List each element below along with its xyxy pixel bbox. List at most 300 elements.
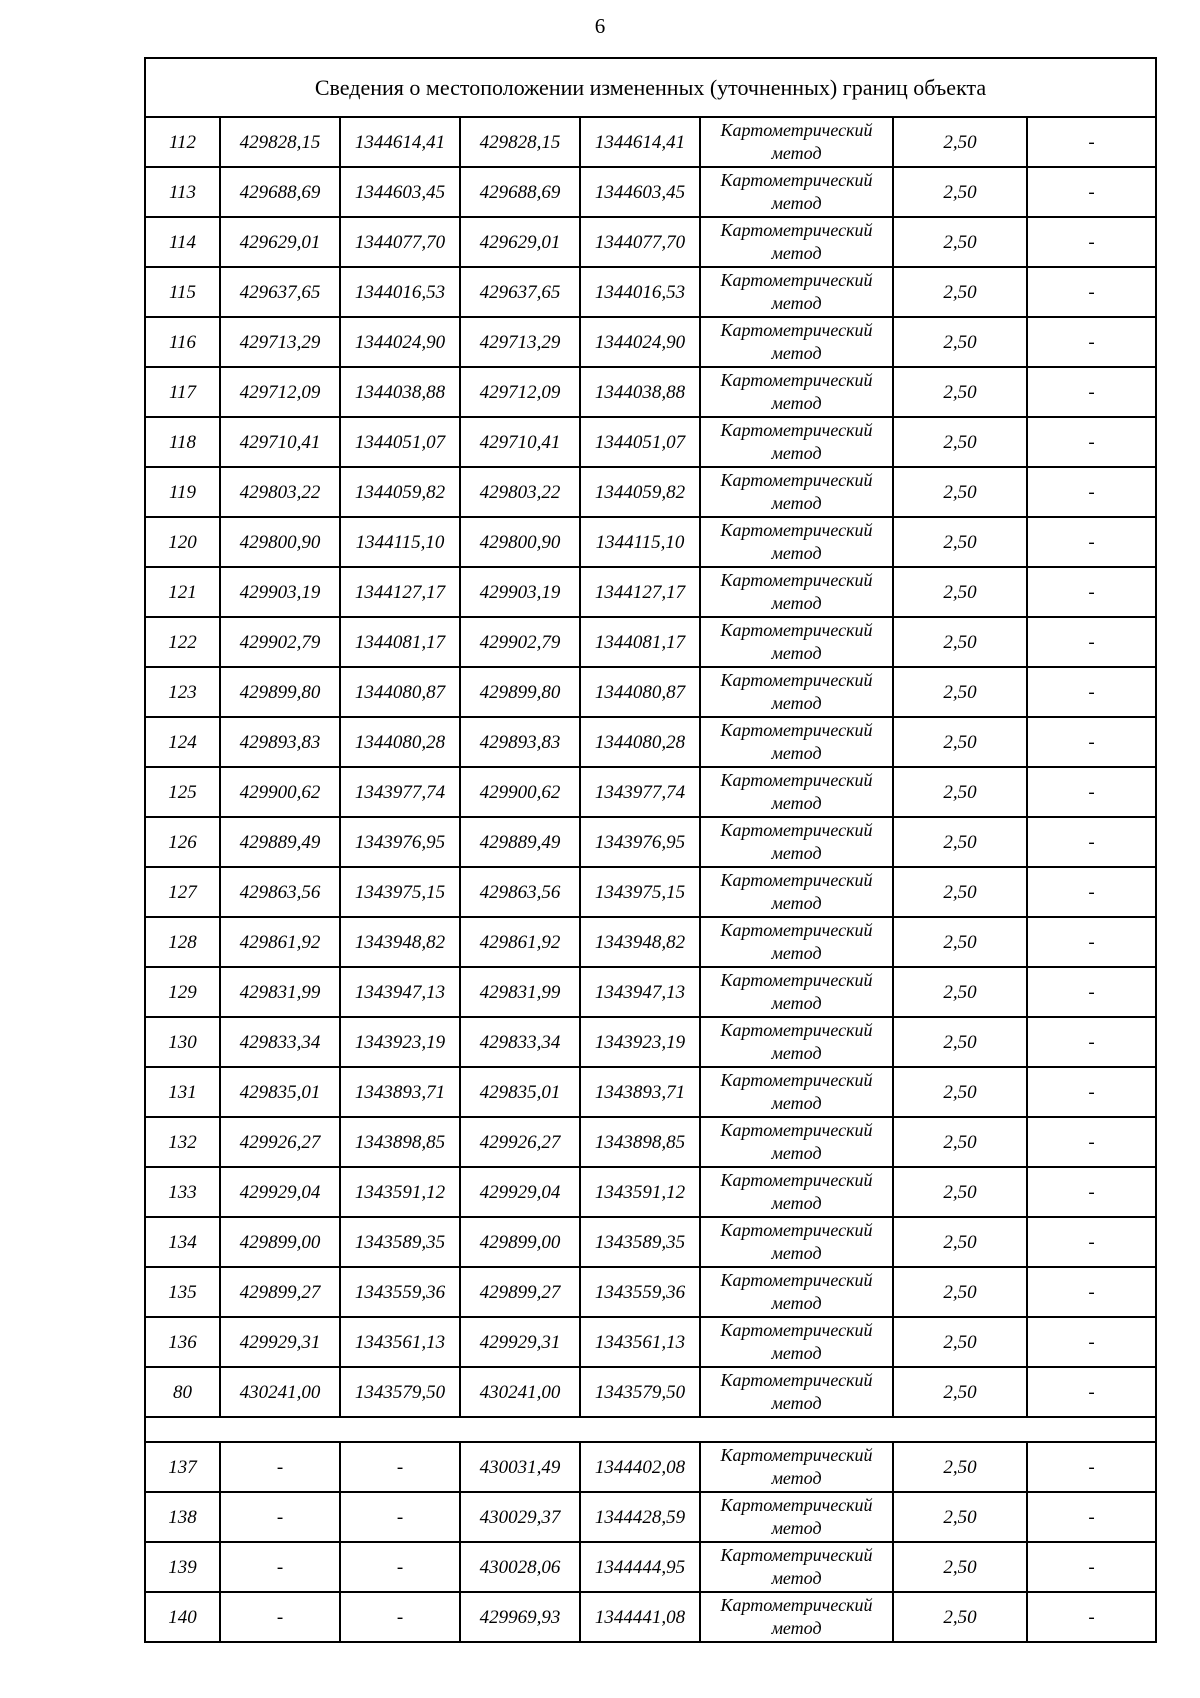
- refined-x-cell: 429831,99: [460, 967, 580, 1017]
- accuracy-cell: 2,50: [893, 1317, 1027, 1367]
- existing-x-cell: 429835,01: [220, 1067, 340, 1117]
- existing-y-cell: 1344038,88: [340, 367, 460, 417]
- accuracy-cell: 2,50: [893, 1492, 1027, 1542]
- accuracy-cell: 2,50: [893, 317, 1027, 367]
- table-row: [145, 267, 1156, 317]
- accuracy-cell: 2,50: [893, 417, 1027, 467]
- method-cell: [700, 367, 893, 417]
- point-number-cell: 136: [145, 1317, 220, 1367]
- refined-y-cell: 1343579,50: [580, 1367, 700, 1417]
- method-text: Картометрический метод: [720, 270, 873, 313]
- description-cell: -: [1027, 167, 1156, 217]
- existing-y-cell: 1344603,45: [340, 167, 460, 217]
- refined-x-cell: 429710,41: [460, 417, 580, 467]
- refined-y-cell: 1344402,08: [580, 1442, 700, 1492]
- method-cell: [700, 1367, 893, 1417]
- point-number-cell: 128: [145, 917, 220, 967]
- existing-y-cell: 1344024,90: [340, 317, 460, 367]
- description-cell: -: [1027, 317, 1156, 367]
- description-cell: -: [1027, 917, 1156, 967]
- description-cell: -: [1027, 1367, 1156, 1417]
- refined-y-cell: 1344115,10: [580, 517, 700, 567]
- refined-x-cell: 429900,62: [460, 767, 580, 817]
- refined-y-cell: 1344077,70: [580, 217, 700, 267]
- method-cell: [700, 1542, 893, 1592]
- description-cell: -: [1027, 1592, 1156, 1642]
- method-cell: [700, 167, 893, 217]
- table-row: [145, 667, 1156, 717]
- refined-y-cell: 1344016,53: [580, 267, 700, 317]
- refined-x-cell: 429899,80: [460, 667, 580, 717]
- refined-y-cell: 1343947,13: [580, 967, 700, 1017]
- table-title: Сведения о местоположении измененных (уточненных) границ объекта: [145, 58, 1156, 117]
- point-number-cell: 120: [145, 517, 220, 567]
- method-text: Картометрический метод: [720, 1495, 873, 1538]
- refined-y-cell: 1343975,15: [580, 867, 700, 917]
- table-row: [145, 867, 1156, 917]
- description-cell: -: [1027, 867, 1156, 917]
- method-cell: [700, 667, 893, 717]
- existing-y-cell: 1343898,85: [340, 1117, 460, 1167]
- refined-y-cell: 1344428,59: [580, 1492, 700, 1542]
- accuracy-cell: 2,50: [893, 817, 1027, 867]
- table-row: [145, 1442, 1156, 1492]
- method-cell: [700, 567, 893, 617]
- existing-y-cell: 1343977,74: [340, 767, 460, 817]
- description-cell: -: [1027, 1017, 1156, 1067]
- point-number-cell: 116: [145, 317, 220, 367]
- existing-x-cell: 429863,56: [220, 867, 340, 917]
- table-row: [145, 1542, 1156, 1592]
- refined-y-cell: 1343561,13: [580, 1317, 700, 1367]
- table-row: [145, 1067, 1156, 1117]
- existing-x-cell: 429903,19: [220, 567, 340, 617]
- accuracy-cell: 2,50: [893, 1117, 1027, 1167]
- refined-y-cell: 1343559,36: [580, 1267, 700, 1317]
- method-cell: [700, 1117, 893, 1167]
- method-text: Картометрический метод: [720, 1370, 873, 1413]
- accuracy-cell: 2,50: [893, 917, 1027, 967]
- method-text: Картометрический метод: [720, 420, 873, 463]
- existing-x-cell: 430241,00: [220, 1367, 340, 1417]
- existing-y-cell: 1343579,50: [340, 1367, 460, 1417]
- point-number-cell: 140: [145, 1592, 220, 1642]
- existing-x-cell: 429926,27: [220, 1117, 340, 1167]
- accuracy-cell: 2,50: [893, 167, 1027, 217]
- existing-y-cell: 1344059,82: [340, 467, 460, 517]
- table-row: [145, 1167, 1156, 1217]
- point-number-cell: 139: [145, 1542, 220, 1592]
- existing-x-cell: 429900,62: [220, 767, 340, 817]
- description-cell: -: [1027, 667, 1156, 717]
- refined-x-cell: 430241,00: [460, 1367, 580, 1417]
- point-number-cell: 129: [145, 967, 220, 1017]
- refined-x-cell: 429902,79: [460, 617, 580, 667]
- table-row: [145, 967, 1156, 1017]
- description-cell: -: [1027, 967, 1156, 1017]
- table-row: [145, 1492, 1156, 1542]
- method-cell: [700, 1592, 893, 1642]
- method-text: Картометрический метод: [720, 1220, 873, 1263]
- existing-x-cell: 429688,69: [220, 167, 340, 217]
- existing-y-cell: 1344080,87: [340, 667, 460, 717]
- refined-y-cell: 1343923,19: [580, 1017, 700, 1067]
- existing-x-cell: 429831,99: [220, 967, 340, 1017]
- refined-x-cell: 430029,37: [460, 1492, 580, 1542]
- existing-x-cell: 429833,34: [220, 1017, 340, 1067]
- existing-y-cell: 1343591,12: [340, 1167, 460, 1217]
- refined-x-cell: 429903,19: [460, 567, 580, 617]
- method-cell: [700, 1067, 893, 1117]
- method-text: Картометрический метод: [720, 470, 873, 513]
- description-cell: -: [1027, 1492, 1156, 1542]
- method-text: Картометрический метод: [720, 670, 873, 713]
- method-cell: [700, 867, 893, 917]
- method-text: Картометрический метод: [720, 1595, 873, 1638]
- refined-x-cell: 429833,34: [460, 1017, 580, 1067]
- refined-x-cell: 430028,06: [460, 1542, 580, 1592]
- method-cell: [700, 1442, 893, 1492]
- refined-x-cell: 429800,90: [460, 517, 580, 567]
- description-cell: -: [1027, 1267, 1156, 1317]
- existing-y-cell: 1343975,15: [340, 867, 460, 917]
- refined-x-cell: 429861,92: [460, 917, 580, 967]
- table-row: [145, 917, 1156, 967]
- method-cell: [700, 267, 893, 317]
- existing-x-cell: 429710,41: [220, 417, 340, 467]
- accuracy-cell: 2,50: [893, 217, 1027, 267]
- refined-x-cell: 429803,22: [460, 467, 580, 517]
- description-cell: -: [1027, 417, 1156, 467]
- method-cell: [700, 317, 893, 367]
- refined-y-cell: 1344441,08: [580, 1592, 700, 1642]
- table-row: [145, 1367, 1156, 1417]
- refined-x-cell: 429893,83: [460, 717, 580, 767]
- existing-x-cell: 429893,83: [220, 717, 340, 767]
- existing-y-cell: 1344081,17: [340, 617, 460, 667]
- method-text: Картометрический метод: [720, 1120, 873, 1163]
- table-row: [145, 117, 1156, 167]
- table-row: [145, 817, 1156, 867]
- point-number-cell: 126: [145, 817, 220, 867]
- method-text: Картометрический метод: [720, 820, 873, 863]
- separator-cell: [145, 1417, 1156, 1442]
- existing-y-cell: 1343948,82: [340, 917, 460, 967]
- description-cell: -: [1027, 1542, 1156, 1592]
- refined-x-cell: 429713,29: [460, 317, 580, 367]
- method-text: Картометрический метод: [720, 970, 873, 1013]
- existing-y-cell: 1344127,17: [340, 567, 460, 617]
- existing-x-cell: -: [220, 1592, 340, 1642]
- accuracy-cell: 2,50: [893, 567, 1027, 617]
- description-cell: -: [1027, 617, 1156, 667]
- table-row: [145, 467, 1156, 517]
- description-cell: -: [1027, 1067, 1156, 1117]
- point-number-cell: 127: [145, 867, 220, 917]
- existing-x-cell: 429929,31: [220, 1317, 340, 1367]
- table-row: [145, 717, 1156, 767]
- table-row: [145, 1592, 1156, 1642]
- refined-y-cell: 1344024,90: [580, 317, 700, 367]
- method-cell: [700, 767, 893, 817]
- table-separator-row: [145, 1417, 1156, 1442]
- method-text: Картометрический метод: [720, 320, 873, 363]
- point-number-cell: 134: [145, 1217, 220, 1267]
- method-cell: [700, 117, 893, 167]
- accuracy-cell: 2,50: [893, 1367, 1027, 1417]
- refined-x-cell: 429926,27: [460, 1117, 580, 1167]
- method-cell: [700, 517, 893, 567]
- description-cell: -: [1027, 717, 1156, 767]
- table-body: [145, 58, 1156, 1642]
- table-header-row: [145, 58, 1156, 117]
- method-cell: [700, 967, 893, 1017]
- accuracy-cell: 2,50: [893, 467, 1027, 517]
- method-cell: [700, 1267, 893, 1317]
- method-text: Картометрический метод: [720, 920, 873, 963]
- description-cell: -: [1027, 817, 1156, 867]
- method-text: Картометрический метод: [720, 570, 873, 613]
- accuracy-cell: 2,50: [893, 717, 1027, 767]
- refined-y-cell: 1344080,87: [580, 667, 700, 717]
- point-number-cell: 133: [145, 1167, 220, 1217]
- description-cell: -: [1027, 567, 1156, 617]
- existing-y-cell: -: [340, 1492, 460, 1542]
- method-cell: [700, 917, 893, 967]
- table-row: [145, 167, 1156, 217]
- accuracy-cell: 2,50: [893, 1592, 1027, 1642]
- accuracy-cell: 2,50: [893, 267, 1027, 317]
- boundary-coordinates-table: [144, 57, 1157, 1643]
- point-number-cell: 115: [145, 267, 220, 317]
- existing-x-cell: 429899,80: [220, 667, 340, 717]
- description-cell: -: [1027, 267, 1156, 317]
- method-cell: [700, 817, 893, 867]
- description-cell: -: [1027, 217, 1156, 267]
- method-text: Картометрический метод: [720, 1445, 873, 1488]
- point-number-cell: 131: [145, 1067, 220, 1117]
- method-cell: [700, 417, 893, 467]
- table-row: [145, 517, 1156, 567]
- table-row: [145, 1317, 1156, 1367]
- method-cell: [700, 1217, 893, 1267]
- refined-x-cell: 429688,69: [460, 167, 580, 217]
- refined-y-cell: 1343898,85: [580, 1117, 700, 1167]
- refined-y-cell: 1343976,95: [580, 817, 700, 867]
- refined-y-cell: 1343977,74: [580, 767, 700, 817]
- refined-x-cell: 429929,04: [460, 1167, 580, 1217]
- accuracy-cell: 2,50: [893, 517, 1027, 567]
- existing-x-cell: 429929,04: [220, 1167, 340, 1217]
- refined-x-cell: 429637,65: [460, 267, 580, 317]
- refined-x-cell: 429969,93: [460, 1592, 580, 1642]
- refined-x-cell: 429629,01: [460, 217, 580, 267]
- existing-y-cell: 1343976,95: [340, 817, 460, 867]
- accuracy-cell: 2,50: [893, 1067, 1027, 1117]
- refined-x-cell: 429835,01: [460, 1067, 580, 1117]
- existing-y-cell: 1343923,19: [340, 1017, 460, 1067]
- method-cell: [700, 1492, 893, 1542]
- point-number-cell: 112: [145, 117, 220, 167]
- method-text: Картометрический метод: [720, 870, 873, 913]
- existing-x-cell: 429889,49: [220, 817, 340, 867]
- table-row: [145, 1217, 1156, 1267]
- refined-y-cell: 1344127,17: [580, 567, 700, 617]
- existing-y-cell: 1344016,53: [340, 267, 460, 317]
- existing-x-cell: 429712,09: [220, 367, 340, 417]
- method-text: Картометрический метод: [720, 170, 873, 213]
- point-number-cell: 121: [145, 567, 220, 617]
- point-number-cell: 123: [145, 667, 220, 717]
- existing-y-cell: 1343589,35: [340, 1217, 460, 1267]
- table-row: [145, 1017, 1156, 1067]
- refined-y-cell: 1343589,35: [580, 1217, 700, 1267]
- refined-x-cell: 429929,31: [460, 1317, 580, 1367]
- description-cell: -: [1027, 467, 1156, 517]
- accuracy-cell: 2,50: [893, 1267, 1027, 1317]
- page-number: 6: [594, 14, 606, 38]
- accuracy-cell: 2,50: [893, 667, 1027, 717]
- description-cell: -: [1027, 767, 1156, 817]
- existing-x-cell: 429803,22: [220, 467, 340, 517]
- method-text: Картометрический метод: [720, 1170, 873, 1213]
- existing-y-cell: -: [340, 1592, 460, 1642]
- accuracy-cell: 2,50: [893, 117, 1027, 167]
- existing-y-cell: 1343893,71: [340, 1067, 460, 1117]
- point-number-cell: 122: [145, 617, 220, 667]
- refined-x-cell: 429899,00: [460, 1217, 580, 1267]
- refined-y-cell: 1343591,12: [580, 1167, 700, 1217]
- existing-x-cell: 429800,90: [220, 517, 340, 567]
- table-row: [145, 367, 1156, 417]
- method-text: Картометрический метод: [720, 1545, 873, 1588]
- existing-x-cell: 429713,29: [220, 317, 340, 367]
- method-text: Картометрический метод: [720, 520, 873, 563]
- refined-y-cell: 1343948,82: [580, 917, 700, 967]
- accuracy-cell: 2,50: [893, 767, 1027, 817]
- accuracy-cell: 2,50: [893, 367, 1027, 417]
- point-number-cell: 130: [145, 1017, 220, 1067]
- description-cell: -: [1027, 1117, 1156, 1167]
- existing-x-cell: 429828,15: [220, 117, 340, 167]
- description-cell: -: [1027, 1167, 1156, 1217]
- method-cell: [700, 1317, 893, 1367]
- point-number-cell: 118: [145, 417, 220, 467]
- refined-y-cell: 1344038,88: [580, 367, 700, 417]
- existing-x-cell: 429637,65: [220, 267, 340, 317]
- point-number-cell: 125: [145, 767, 220, 817]
- point-number-cell: 132: [145, 1117, 220, 1167]
- point-number-cell: 117: [145, 367, 220, 417]
- accuracy-cell: 2,50: [893, 1442, 1027, 1492]
- table-row: [145, 767, 1156, 817]
- point-number-cell: 80: [145, 1367, 220, 1417]
- refined-y-cell: 1344081,17: [580, 617, 700, 667]
- existing-y-cell: 1344077,70: [340, 217, 460, 267]
- method-text: Картометрический метод: [720, 770, 873, 813]
- existing-x-cell: 429899,00: [220, 1217, 340, 1267]
- existing-x-cell: -: [220, 1442, 340, 1492]
- point-number-cell: 138: [145, 1492, 220, 1542]
- table-row: [145, 317, 1156, 367]
- method-text: Картометрический метод: [720, 720, 873, 763]
- method-text: Картометрический метод: [720, 620, 873, 663]
- description-cell: -: [1027, 517, 1156, 567]
- point-number-cell: 124: [145, 717, 220, 767]
- method-cell: [700, 1017, 893, 1067]
- refined-y-cell: 1343893,71: [580, 1067, 700, 1117]
- existing-y-cell: 1344614,41: [340, 117, 460, 167]
- method-text: Картометрический метод: [720, 1070, 873, 1113]
- description-cell: -: [1027, 1217, 1156, 1267]
- point-number-cell: 137: [145, 1442, 220, 1492]
- method-text: Картометрический метод: [720, 1320, 873, 1363]
- existing-y-cell: -: [340, 1442, 460, 1492]
- accuracy-cell: 2,50: [893, 1217, 1027, 1267]
- existing-y-cell: -: [340, 1542, 460, 1592]
- point-number-cell: 119: [145, 467, 220, 517]
- description-cell: -: [1027, 367, 1156, 417]
- refined-y-cell: 1344603,45: [580, 167, 700, 217]
- method-text: Картометрический метод: [720, 370, 873, 413]
- method-cell: [700, 467, 893, 517]
- refined-y-cell: 1344059,82: [580, 467, 700, 517]
- existing-y-cell: 1344080,28: [340, 717, 460, 767]
- table-row: [145, 1117, 1156, 1167]
- existing-x-cell: -: [220, 1492, 340, 1542]
- point-number-cell: 135: [145, 1267, 220, 1317]
- description-cell: -: [1027, 1442, 1156, 1492]
- refined-y-cell: 1344051,07: [580, 417, 700, 467]
- accuracy-cell: 2,50: [893, 1167, 1027, 1217]
- point-number-cell: 113: [145, 167, 220, 217]
- existing-y-cell: 1344051,07: [340, 417, 460, 467]
- method-cell: [700, 217, 893, 267]
- method-cell: [700, 1167, 893, 1217]
- table-row: [145, 417, 1156, 467]
- accuracy-cell: 2,50: [893, 867, 1027, 917]
- refined-x-cell: 429899,27: [460, 1267, 580, 1317]
- method-cell: [700, 617, 893, 667]
- existing-y-cell: 1344115,10: [340, 517, 460, 567]
- table-row: [145, 617, 1156, 667]
- accuracy-cell: 2,50: [893, 617, 1027, 667]
- method-cell: [700, 717, 893, 767]
- table-row: [145, 217, 1156, 267]
- table-row: [145, 1267, 1156, 1317]
- existing-y-cell: 1343947,13: [340, 967, 460, 1017]
- description-cell: -: [1027, 1317, 1156, 1367]
- method-text: Картометрический метод: [720, 120, 873, 163]
- refined-x-cell: 430031,49: [460, 1442, 580, 1492]
- description-cell: -: [1027, 117, 1156, 167]
- existing-x-cell: 429902,79: [220, 617, 340, 667]
- refined-y-cell: 1344614,41: [580, 117, 700, 167]
- accuracy-cell: 2,50: [893, 1017, 1027, 1067]
- existing-x-cell: 429629,01: [220, 217, 340, 267]
- existing-y-cell: 1343559,36: [340, 1267, 460, 1317]
- refined-x-cell: 429863,56: [460, 867, 580, 917]
- table-row: [145, 567, 1156, 617]
- method-text: Картометрический метод: [720, 1270, 873, 1313]
- method-text: Картометрический метод: [720, 1020, 873, 1063]
- accuracy-cell: 2,50: [893, 1542, 1027, 1592]
- existing-x-cell: 429861,92: [220, 917, 340, 967]
- refined-x-cell: 429889,49: [460, 817, 580, 867]
- refined-x-cell: 429828,15: [460, 117, 580, 167]
- refined-y-cell: 1344444,95: [580, 1542, 700, 1592]
- refined-x-cell: 429712,09: [460, 367, 580, 417]
